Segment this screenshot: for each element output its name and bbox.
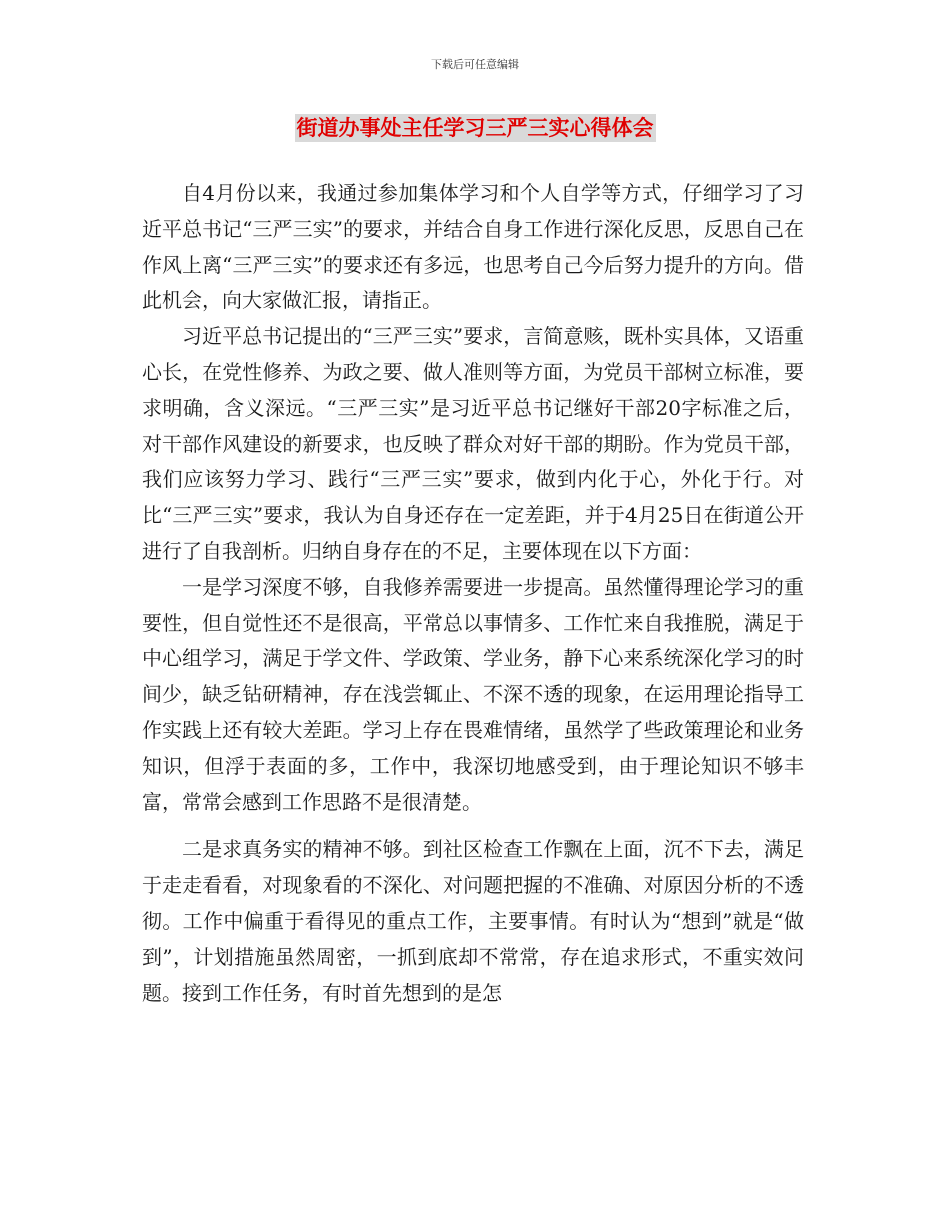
document-title-block [0, 114, 950, 142]
paragraph-1: 自4月份以来，我通过参加集体学习和个人自学等方式，仔细学习了习近平总书记“三严三实”的要求，并结合自身工作进行深化反思，反思自己在作风上离“三严三实”的要求还有多远，也思考自己今后努力提升的方向。借此机会，向大家做汇报，请指正。 [142, 181, 804, 313]
document-body [142, 176, 804, 1011]
paragraph-4: 二是求真务实的精神不够。到社区检查工作飘在上面，沉不下去，满足于走走看看，对现象看的不深化、对问题把握的不准确、对原因分析的不透彻。工作中偏重于看得见的重点工作，主要事情。有时认为“想到”就是“做到”，计划措施虽然周密，一抓到底却不常常，存在追求形式，不重实效问题。接到工作任务，有时首先想到的是怎 [142, 837, 804, 1005]
paragraph-2: 习近平总书记提出的“三严三实”要求，言简意赅，既朴实具体，又语重心长，在党性修养、为政之要、做人准则等方面，为党员干部树立标准，要求明确，含义深远。“三严三实”是习近平总书记继好干部20字标准之后，对干部作风建设的新要求，也反映了群众对好干部的期盼。作为党员干部，我们应该努力学习、践行“三严三实”要求，做到内化于心，外化于行。对比“三严三实”要求，我认为自身还存在一定差距，并于4月25日在街道公开进行了自我剖析。归纳自身存在的不足，主要体现在以下方面： [142, 324, 804, 563]
paragraph-3: 一是学习深度不够，自我修养需要进一步提高。虽然懂得理论学习的重要性，但自觉性还不是很高，平常总以事情多、工作忙来自我推脱，满足于中心组学习，满足于学文件、学政策、学业务，静下心来系统深化学习的时间少，缺乏钻研精神，存在浅尝辄止、不深不透的现象，在运用理论指导工作实践上还有较大差距。学习上存在畏难情绪，虽然学了些政策理论和业务知识，但浮于表面的多，工作中，我深切地感受到，由于理论知识不够丰富，常常会感到工作思路不是很清楚。 [142, 574, 804, 814]
document-title: 街道办事处主任学习三严三实心得体会 [296, 116, 654, 140]
header-note: 下载后可任意编辑 [431, 58, 519, 71]
